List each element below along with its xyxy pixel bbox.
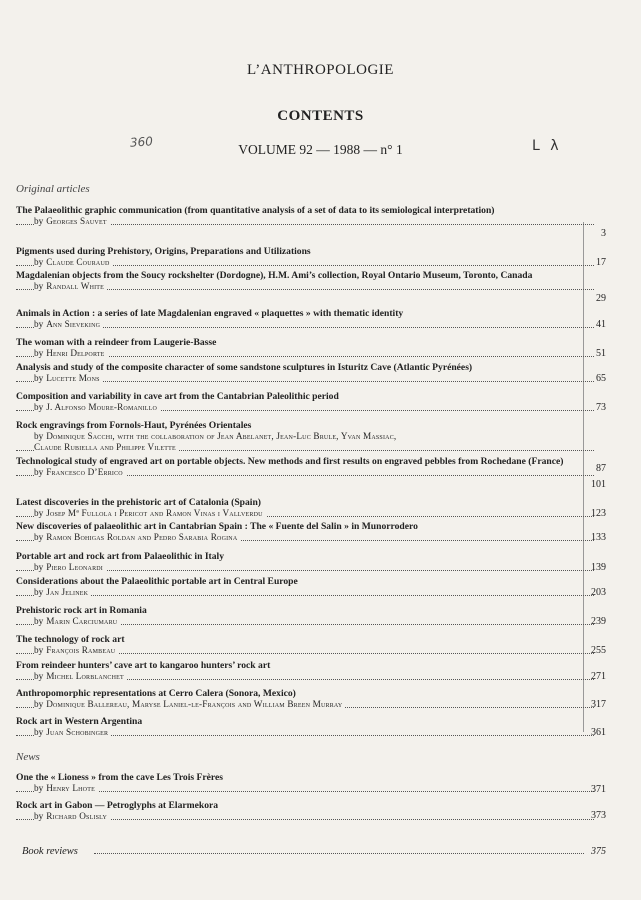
entry-author-text (34, 508, 266, 518)
entry-author-line (16, 319, 594, 330)
entry-author-text (34, 532, 240, 542)
entry-page-number: 139 (591, 562, 606, 573)
by-label: by (34, 727, 44, 737)
by-label: by (34, 783, 44, 793)
toc-entry (16, 716, 606, 738)
entry-page-number: 41 (596, 319, 606, 330)
entry-title: Latest discoveries in the prehistoric art of Catalonia (Spain) (16, 497, 261, 508)
entry-title: Rock art in Gabon — Petroglyphs at Elarmekora (16, 800, 219, 811)
entry-page-number: 203 (591, 587, 606, 598)
entry-authors: Claude Rubiella and Philippe Vilette (34, 442, 176, 452)
entry-page-number: 3 (601, 228, 606, 239)
entry-author-line (16, 402, 594, 413)
entry-author-text (34, 671, 127, 681)
entry-page-number: 255 (591, 645, 606, 656)
toc-entry (16, 456, 606, 490)
by-label: by (34, 257, 44, 267)
toc-entry (16, 605, 606, 627)
entry-page-number: 371 (591, 784, 606, 795)
entry-author-line (16, 281, 594, 292)
entry-author-text (34, 216, 110, 226)
section-news: News (16, 751, 40, 763)
entry-page-number: 17 (596, 257, 606, 268)
leader-dots (94, 853, 584, 854)
by-label: by (34, 373, 44, 383)
entry-authors: Marin Carciumaru (46, 616, 118, 626)
entry-authors: Claude Couraud (46, 257, 110, 267)
entry-author-line (16, 783, 594, 794)
contents-heading: CONTENTS (277, 108, 364, 124)
toc-entry (16, 551, 606, 573)
entry-authors: Randall White (46, 281, 105, 291)
entry-title: Magdalenian objects from the Soucy rockshelter (Dordogne), H.M. Ami’s collection, Royal Ontario Museum, Toronto, Canada (16, 270, 533, 281)
by-label: by (34, 467, 44, 477)
entry-page-number: 373 (591, 810, 606, 821)
entry-title: One the « Lioness » from the cave Les Trois Frères (16, 772, 223, 783)
entry-author-text (34, 783, 98, 793)
entry-author-text (34, 373, 103, 383)
entry-page-number: 73 (596, 402, 606, 413)
entry-author-text (34, 467, 126, 477)
entry-author-text (34, 811, 110, 821)
entry-page-number: 87 (596, 463, 606, 474)
entry-authors: Ann Sieveking (46, 319, 101, 329)
entry-authors: Jan Jelinek (46, 587, 89, 597)
by-label: by (34, 431, 44, 441)
entry-authors: Dominique Ballereau, Maryse Laniel-le-François and William Breen Murray (46, 699, 343, 709)
entry-author-line (16, 562, 594, 573)
toc-entry (16, 246, 606, 268)
entry-title: Composition and variability in cave art from the Cantabrian Paleolithic period (16, 391, 339, 402)
toc-entry (16, 521, 606, 543)
entry-author-line (16, 257, 594, 268)
handwritten-note-left: 360 (129, 134, 154, 150)
entry-title: Animals in Action : a series of late Magdalenian engraved « plaquettes » with thematic identity (16, 308, 404, 319)
by-label: by (34, 811, 44, 821)
entry-author-line (16, 348, 594, 359)
entry-author-text (34, 699, 345, 709)
by-label: by (34, 699, 44, 709)
entry-title: Technological study of engraved art on portable objects. New methods and first results on engraved pebbles from Rochedane (France) (16, 456, 564, 467)
entry-title: Prehistoric rock art in Romania (16, 605, 147, 616)
entry-author-line (16, 431, 594, 442)
by-label: by (34, 319, 44, 329)
entry-authors: Piero Leonardi (46, 562, 104, 572)
entry-author-text (34, 616, 120, 626)
entry-authors: Ramon Bohigas Roldan and Pedro Sarabia Rogina (46, 532, 238, 542)
by-label: by (34, 532, 44, 542)
toc-entry (16, 688, 606, 710)
entry-title: Considerations about the Palaeolithic portable art in Central Europe (16, 576, 298, 587)
toc-entry (16, 391, 606, 413)
entry-author-line (16, 532, 594, 543)
by-label: by (34, 281, 44, 291)
entry-title: The Palaeolithic graphic communication (from quantitative analysis of a set of data to its semiological interpretation) (16, 205, 495, 216)
entry-author-line (16, 373, 594, 384)
toc-entry (16, 362, 606, 384)
entry-author-line (16, 645, 594, 656)
entry-author-line (16, 811, 594, 822)
section-original-articles: Original articles (16, 183, 90, 195)
entry-author-line (16, 616, 594, 627)
by-label: by (34, 562, 44, 572)
by-label: by (34, 645, 44, 655)
entry-author-line (16, 508, 594, 519)
toc-entry (16, 800, 606, 822)
by-label: by (34, 508, 44, 518)
by-label: by (34, 671, 44, 681)
entry-page-number: 271 (591, 671, 606, 682)
toc-entry (16, 270, 606, 304)
toc-entry (16, 772, 606, 794)
leader-dots (16, 791, 594, 792)
entry-author-text (34, 431, 399, 441)
toc-entry (16, 634, 606, 656)
entry-author-line (16, 727, 594, 738)
toc-entry (16, 308, 606, 330)
entry-title: Rock engravings from Fornols-Haut, Pyrénées Orientales (16, 420, 252, 431)
entry-author-text (34, 587, 91, 597)
entry-page-number: 65 (596, 373, 606, 384)
journal-title: L’ANTHROPOLOGIE (247, 62, 394, 78)
by-label: by (34, 616, 44, 626)
entry-title: Pigments used during Prehistory, Origins, Preparations and Utilizations (16, 246, 311, 257)
entry-authors: Richard Oslisly (46, 811, 107, 821)
entry-authors: J. Alfonso Moure-Romanillo (46, 402, 158, 412)
entry-authors: Dominique Sacchi, with the collaboration of Jean Abelanet, Jean-Luc Brule, Yvan Massiac, (46, 431, 397, 441)
entry-authors: Josep Mª Fullola i Pericot and Ramon Vinas i Vallverdu (46, 508, 263, 518)
book-reviews-label: Book reviews (22, 846, 78, 857)
entry-author-line (16, 671, 594, 682)
entry-author-line (16, 216, 594, 227)
entry-authors: Juan Schobinger (46, 727, 109, 737)
entry-page-number: 361 (591, 727, 606, 738)
entry-authors: Michel Lorblanchet (46, 671, 124, 681)
entry-title: New discoveries of palaeolithic art in Cantabrian Spain : The « Fuente del Salin » in Munorrodero (16, 521, 418, 532)
entry-page-number: 123 (591, 508, 606, 519)
toc-entry (16, 337, 606, 359)
entry-title: From reindeer hunters’ cave art to kangaroo hunters’ rock art (16, 660, 271, 671)
entry-author-text (34, 562, 106, 572)
toc-entry (16, 497, 606, 519)
entry-page-number: 29 (596, 293, 606, 304)
entry-authors: Henri Delporte (46, 348, 105, 358)
entry-page-number: 51 (596, 348, 606, 359)
entry-page-number: 133 (591, 532, 606, 543)
entry-authors: Henry Lhote (46, 783, 95, 793)
toc-entry (16, 205, 606, 239)
entry-authors: Georges Sauvet (46, 216, 107, 226)
volume-line: VOLUME 92 — 1988 — n° 1 (238, 142, 403, 157)
entry-author-line (16, 699, 594, 710)
entry-title: Anthropomorphic representations at Cerro Calera (Sonora, Mexico) (16, 688, 296, 699)
entry-authors: Francesco D’Errico (46, 467, 123, 477)
entry-title: The technology of rock art (16, 634, 125, 645)
toc-entry (16, 660, 606, 682)
entry-author-line (16, 587, 594, 598)
entry-author-text (34, 645, 118, 655)
book-reviews-entry (22, 846, 606, 857)
entry-page-number: 317 (591, 699, 606, 710)
entry-author-text (34, 348, 108, 358)
entry-author-text (34, 257, 113, 267)
by-label: by (34, 216, 44, 226)
entry-author-text (34, 402, 160, 412)
handwritten-note-right: L λ (532, 138, 562, 154)
entry-title: The woman with a reindeer from Laugerie-Basse (16, 337, 217, 348)
entry-author-line (16, 467, 594, 478)
by-label: by (34, 348, 44, 358)
entry-author-line (16, 442, 594, 453)
entry-page-number: 239 (591, 616, 606, 627)
entry-authors: Lucette Mons (46, 373, 100, 383)
entry-title: Rock art in Western Argentina (16, 716, 143, 727)
entry-title: Portable art and rock art from Palaeolithic in Italy (16, 551, 225, 562)
leader-dots (16, 595, 594, 596)
entry-author-text (34, 442, 179, 452)
by-label: by (34, 587, 44, 597)
entry-page-number: 101 (591, 479, 606, 490)
book-reviews-page: 375 (591, 846, 606, 857)
entry-authors: François Rambeau (46, 645, 116, 655)
entry-title: Analysis and study of the composite character of some sandstone sculptures in Isturitz Cave (Atlantic Pyrénées) (16, 362, 473, 373)
entry-author-text (34, 319, 103, 329)
by-label: by (34, 402, 44, 412)
entry-author-text (34, 281, 107, 291)
toc-entry (16, 576, 606, 598)
entry-author-text (34, 727, 111, 737)
